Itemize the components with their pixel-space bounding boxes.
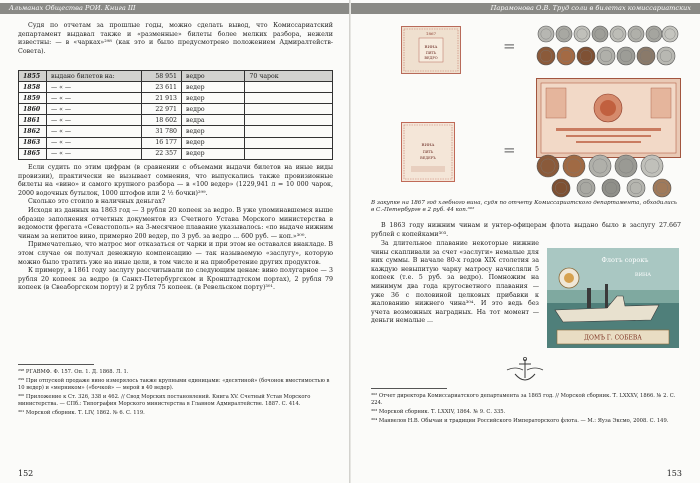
vodka-postcard-image xyxy=(547,248,679,348)
paragraph: Если судить по этим цифрам (в сравнении с объемами выдачи билетов на иные виды провизии), практически не вызывает сомнения, что выпускались также провизионные билеты на «вино» и самого крупного разбора — в «100 ведер» (1229,941 л = 10 000 чарок, 2000 водочных бутылок, 1000 штофов или 2 ½ бочки)²⁹⁹. xyxy=(18,164,333,197)
table-cell-label: — « — xyxy=(47,115,142,126)
footnote: ³⁰⁴ Манвелов Н.В. Обычаи и традиции Российского Императорского флота. — М.: Яуза Эксмо, 2008. С. 149. xyxy=(371,417,669,424)
table-row xyxy=(19,148,333,159)
svg-text:1867: 1867 xyxy=(425,31,437,36)
table-row xyxy=(19,137,333,148)
table-cell-extra xyxy=(245,93,333,104)
svg-text:ВЕДЕРЪ: ВЕДЕРЪ xyxy=(420,156,436,160)
svg-text:ВИНА: ВИНА xyxy=(634,272,652,278)
svg-text:ВИНА: ВИНА xyxy=(421,142,435,147)
footnotes-left xyxy=(18,369,333,419)
left-page xyxy=(0,0,349,483)
anchor-ornament-icon xyxy=(505,356,545,384)
table-cell-extra xyxy=(245,148,333,159)
table-row xyxy=(19,71,333,82)
table-cell-unit: ведер xyxy=(182,148,245,159)
footnote-rule xyxy=(371,388,447,389)
table-cell-year: 1860 xyxy=(19,104,47,115)
table-cell-unit: ведер xyxy=(182,82,245,93)
svg-text:ВЕДРО: ВЕДРО xyxy=(424,56,438,60)
paragraph: Примечательно, что матрос мог отказаться от чарки и при этом не оставался внакладе. В этом случае он получал денежную компенсацию — так называемую «заслугу», которую можно было тратить уже на иные цели, в том числе и на приобретение других продуктов. xyxy=(18,241,333,266)
table-cell-count: 22 357 xyxy=(142,148,182,159)
table-row xyxy=(19,82,333,93)
equals-sign: = xyxy=(503,141,516,159)
coins-image-bottom xyxy=(536,152,681,198)
table-cell-unit: ведер xyxy=(182,126,245,137)
equals-sign: = xyxy=(503,37,516,55)
table-cell-label: — « — xyxy=(47,126,142,137)
coins-image-top xyxy=(536,22,681,72)
banknote-image xyxy=(536,78,681,158)
table-cell-year: 1862 xyxy=(19,126,47,137)
page-number-left: 152 xyxy=(18,469,34,478)
table-cell-count: 58 951 xyxy=(142,71,182,82)
table-cell-year: 1859 xyxy=(19,93,47,104)
table-cell-label: — « — xyxy=(47,93,142,104)
table-cell-count: 22 971 xyxy=(142,104,182,115)
table-cell-extra xyxy=(245,104,333,115)
table-cell-unit: ведер xyxy=(182,137,245,148)
table-row xyxy=(19,115,333,126)
table-cell-year: 1865 xyxy=(19,148,47,159)
table-cell-count: 23 611 xyxy=(142,82,182,93)
table-cell-extra xyxy=(245,115,333,126)
table-cell-extra: 70 чарок xyxy=(245,71,333,82)
table-cell-year: 1855 xyxy=(19,71,47,82)
svg-text:ПЯТЬ: ПЯТЬ xyxy=(425,51,437,55)
table-cell-label: — « — xyxy=(47,104,142,115)
paragraph: К примеру, в 1861 году заслугу рассчитывали по следующим ценам: вино полугарное — 3 рубля 20 копеек за ведро (в Санкт-Петербургском и Кронштадтском портах), 2 рубля 79 копеек (в Свеаборгском порту) и 2 рубля 75 копеек. (в Ревельском порту)³⁰¹. xyxy=(18,267,333,292)
footnotes-right xyxy=(371,393,681,427)
table-cell-year: 1858 xyxy=(19,82,47,93)
footnote: ²⁹⁹ При отпуской продаже вино измерялось также крупными единицами: «десятиной» (бочонок вместимостью в 10 ведер) и «мерником» («бочкой» — мерой в 40 ведер). xyxy=(18,378,330,391)
right-paragraph-1: В 1863 году нижним чинам и унтер-офицерам флота выдано было в заслугу 27.667 рублей с копейками³⁰³. xyxy=(371,222,681,238)
vodka-coupon-image-top xyxy=(401,26,461,74)
footnote: ³⁰¹ Морской сборник. Т. LIV, 1862. № 6. С. 119. xyxy=(18,409,145,416)
svg-text:ВИНА: ВИНА xyxy=(424,44,438,49)
table-cell-count: 31 780 xyxy=(142,126,182,137)
table-cell-label: — « — xyxy=(47,137,142,148)
svg-text:ПЯТЬ: ПЯТЬ xyxy=(422,150,434,154)
running-head-left: Альманах Общества РОИ. Книга III xyxy=(0,3,349,14)
table-cell-unit: ведра xyxy=(182,115,245,126)
table-cell-unit: ведро xyxy=(182,71,245,82)
right-page xyxy=(351,0,700,483)
svg-text:ДОМЪ Г. СОБЕВА: ДОМЪ Г. СОБЕВА xyxy=(584,334,642,342)
right-paragraph-2: За длительное плавание некоторые нижние чины скапливали за счет «заслуги» немалые для них суммы. В начале 80-х годов XIX столетия за каждую невыпитую чарку матросу начисляли 5 копеек (т.е. 5 руб. за ведро). Помножим на минимум два года кругосветного плавания — уже 36 с половиной целковых прибавки к жалованию нижнего чина³⁰⁴. И это ведь без учета возможных наградных. На тот момент — деньги немалые ... xyxy=(371,240,539,325)
table-cell-label: — « — xyxy=(47,82,142,93)
figure-caption: В закупке на 1867 год хлебного вина, судя по отчету Комиссариатского департамента, обходились в С.-Петербурге в 2 руб. 44 коп.³⁰² xyxy=(371,200,677,214)
footnote: ²⁹⁸ РГАВМФ. Ф. 157. Оп. 1. Д. 1868. Л. 1. xyxy=(18,369,129,375)
table-cell-unit: ведер xyxy=(182,93,245,104)
table-cell-extra xyxy=(245,126,333,137)
vodka-coupon-image-bottom xyxy=(401,122,455,182)
page-number-right: 153 xyxy=(666,469,682,478)
table-cell-extra xyxy=(245,137,333,148)
table-cell-count: 16 177 xyxy=(142,137,182,148)
issue-table xyxy=(18,70,333,160)
footnote: ³⁰³ Морской сборник. Т. LXXIV, 1864. № 9. С. 335. xyxy=(371,408,506,415)
table-cell-year: 1861 xyxy=(19,115,47,126)
table-cell-count: 18 602 xyxy=(142,115,182,126)
table-cell-extra xyxy=(245,82,333,93)
table-cell-label: выдано билетов на: xyxy=(47,71,142,82)
running-head-right: Парамонова О.В. Труд соли в билетах комиссариатских xyxy=(351,3,700,14)
table-row xyxy=(19,93,333,104)
table-cell-year: 1863 xyxy=(19,137,47,148)
paragraph: Сколько это стоило в наличных деньгах? xyxy=(28,198,166,206)
table-cell-count: 21 913 xyxy=(142,93,182,104)
footnote: ³⁰⁰ Приложение к Ст. 326, 338 и 462. // Свод Морских постановлений. Книга XV. Счетный Устав Морского министерства. — СПб.: Типография Морского министерства в Главном Адмиралтействе. 1887. С. 414. xyxy=(18,393,311,407)
svg-text:Флотъ сорокъ: Флотъ сорокъ xyxy=(601,256,649,264)
intro-paragraph: Судя по отчетам за прошлые годы, можно сделать вывод, что Комиссариатский департамент выдавал также и «разменные» билеты более мелких разбора, нежели известны: — в «чарках»²⁹⁸ (как это и было предусмотрено положением Адмиралтейств-Совета). xyxy=(18,22,333,55)
footnote-rule xyxy=(18,364,94,365)
table-row xyxy=(19,126,333,137)
footnote: ³⁰² Отчет директора Комиссариатского департамента за 1865 год. // Морской сборник. Т. LXXXV, 1866. № 2. С. 224. xyxy=(371,393,676,406)
paragraph: Исходя из данных на 1863 год — 3 рубля 20 копеек за ведро. В уже упоминавшемся выше образце заполнения отчетных документов из Счетного Устава Морского министерства в ведомости фрегата «Севастополь» на 3-месячное плавание указывалось: «по выдаче нижним чинам за непитое вино, примерно 200 ведер, по 3 руб. за ведро ... 600 руб. — коп.»³⁰⁰. xyxy=(18,206,333,240)
table-cell-unit: ведро xyxy=(182,104,245,115)
table-cell-label: — « — xyxy=(47,148,142,159)
table-row xyxy=(19,104,333,115)
main-text-left xyxy=(18,164,333,293)
